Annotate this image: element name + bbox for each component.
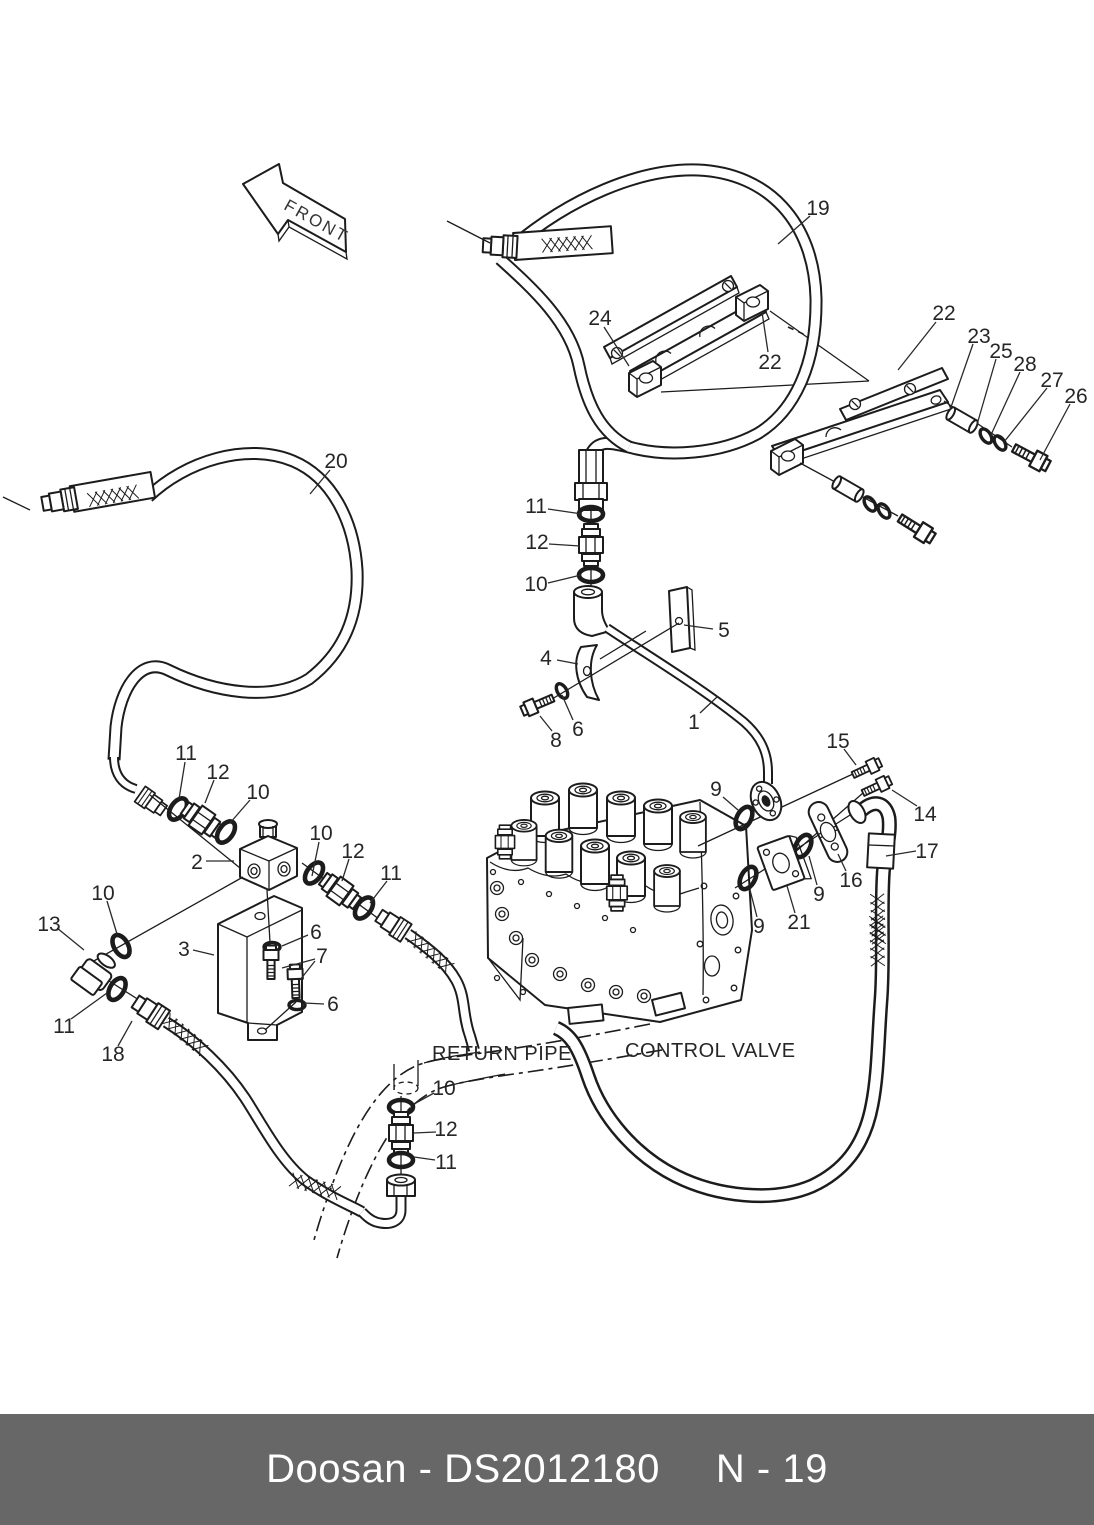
callout-24: 24	[588, 307, 612, 330]
callout-11: 11	[435, 1151, 457, 1174]
callout-22: 22	[932, 302, 956, 325]
callout-11: 11	[525, 495, 547, 518]
split-flange-16	[805, 799, 850, 865]
callout-21: 21	[787, 911, 811, 934]
front-direction-arrow	[243, 164, 352, 259]
callout-10: 10	[246, 781, 270, 804]
callout-6: 6	[572, 718, 584, 741]
callout-9: 9	[710, 778, 722, 801]
return-pipe-label: RETURN PIPE	[432, 1043, 572, 1065]
callout-10: 10	[432, 1077, 456, 1100]
callout-11: 11	[53, 1015, 75, 1038]
bolt-8	[519, 691, 556, 718]
control-valve	[487, 784, 752, 1024]
flange-block-21	[757, 834, 811, 893]
callout-15: 15	[826, 730, 850, 753]
callout-11: 11	[380, 862, 402, 885]
footer-page-number: N - 19	[715, 1447, 828, 1491]
callout-9: 9	[813, 883, 825, 906]
callout-10: 10	[524, 573, 548, 596]
callout-13: 13	[37, 913, 61, 936]
front-arrow-label: FRONT	[280, 195, 353, 247]
control-valve-label: CONTROL VALVE	[625, 1040, 796, 1062]
washer-6	[554, 682, 570, 700]
callout-16: 16	[839, 869, 863, 892]
callout-17: 17	[915, 840, 939, 863]
callout-12: 12	[434, 1118, 458, 1141]
callout-8: 8	[550, 729, 562, 752]
footer-bar	[0, 1414, 1094, 1525]
callout-9: 9	[753, 915, 765, 938]
bolt-14	[860, 774, 893, 799]
bolt-15	[850, 756, 883, 781]
callout-12: 12	[341, 840, 365, 863]
callout-26: 26	[1064, 385, 1088, 408]
callout-3: 3	[178, 938, 190, 961]
callout-27: 27	[1040, 369, 1064, 392]
hose-branch	[373, 907, 474, 1050]
callout-23: 23	[967, 325, 991, 348]
callout-6: 6	[310, 921, 322, 944]
callout-10: 10	[309, 822, 333, 845]
callout-12: 12	[525, 531, 549, 554]
connector-12	[389, 1112, 413, 1154]
junction-block-2	[240, 820, 297, 890]
callout-22: 22	[758, 351, 782, 374]
callout-25: 25	[989, 340, 1013, 363]
callout-5: 5	[718, 619, 730, 642]
callout-18: 18	[101, 1043, 125, 1066]
callout-11: 11	[175, 742, 197, 765]
callout-4: 4	[540, 647, 552, 670]
callout-20: 20	[324, 450, 348, 473]
footer-doc-code: Doosan - DS2012180	[266, 1447, 660, 1491]
callout-2: 2	[191, 851, 203, 874]
clamp-assembly-upper	[604, 276, 769, 397]
connector-12	[579, 524, 603, 566]
callout-28: 28	[1013, 353, 1037, 376]
callout-14: 14	[913, 803, 937, 826]
callout-7: 7	[316, 945, 328, 968]
callout-12: 12	[206, 761, 230, 784]
callout-1: 1	[688, 711, 700, 734]
callout-10: 10	[91, 882, 115, 905]
callout-19: 19	[806, 197, 830, 220]
callout-6: 6	[327, 993, 339, 1016]
